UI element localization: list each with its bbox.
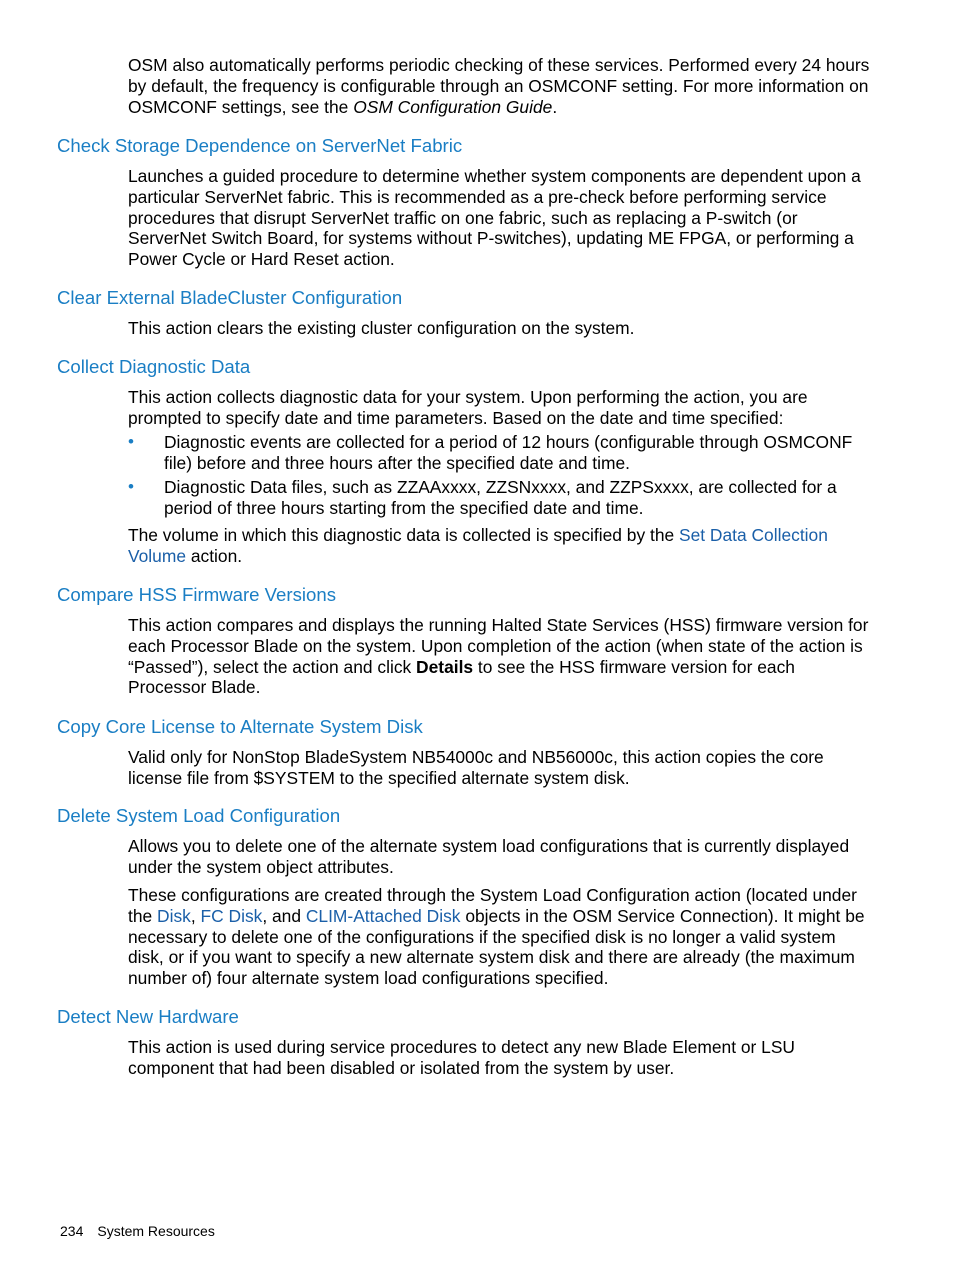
compare-hss-text: This action compares and displays the running Halted State Services (HSS) firmware version for each Processor Blade on the system. Upon completion of the action (when state of the action is “Passed”), select the action and click	[128, 615, 869, 677]
bullet-icon: •	[128, 432, 134, 451]
list-item	[128, 477, 870, 519]
delete-load-body-2	[128, 885, 870, 989]
heading-detect-hardware: Detect New Hardware	[57, 1006, 239, 1027]
clim-attached-disk-link[interactable]: CLIM-Attached Disk	[305, 905, 461, 926]
delete-load-body: Allows you to delete one of the alternate system load configurations that is currently displayed under the system object attributes.	[128, 836, 850, 877]
check-storage-body: Launches a guided procedure to determine whether system components are dependent upon a particular ServerNet fabric. This is recommended as a pre-check before performing service procedures that disrupt ServerNet traffic on one fabric, such as replacing a P-switch (or ServerNet Switch Board, for systems without P-switches), updating ME FPGA, or performing a Power Cycle or Hard Reset action.	[128, 166, 861, 270]
guide-title: OSM Configuration Guide	[353, 96, 553, 117]
copy-core-body: Valid only for NonStop BladeSystem NB54000c and NB56000c, this action copies the core license file from $SYSTEM to the specified alternate system disk.	[128, 747, 824, 788]
separator: , and	[262, 905, 306, 926]
separator: ,	[190, 905, 201, 926]
delete-load-text-end: objects in the OSM Service Connection). It might be necessary to delete one of the configurations if the specified disk is no longer a valid system disk, or if you want to specify a new alternate system disk and there are already (the maximum number of) four alternate system load configurations specified.	[128, 905, 865, 989]
volume-text: The volume in which this diagnostic data is collected is specified by the	[128, 525, 679, 545]
details-term: Details	[416, 656, 474, 677]
heading-check-storage: Check Storage Dependence on ServerNet Fabric	[57, 135, 463, 156]
collect-diagnostic-body: This action collects diagnostic data for your system. Upon performing the action, you are prompted to specify date and time parameters. Based on the date and time specified:	[128, 387, 808, 428]
page-footer	[60, 1222, 215, 1240]
detect-hardware-body: This action is used during service procedures to detect any new Blade Element or LSU component that had been disabled or isolated from the system by user.	[128, 1037, 795, 1078]
intro-text: OSM also automatically performs periodic checking of these services. Performed every 24 hours by default, the frequency is configurable through an OSMCONF setting. For more information on OSMCONF settings, see the	[128, 55, 870, 117]
compare-hss-body	[128, 615, 870, 698]
footer-section-title: System Resources	[97, 1223, 215, 1239]
page-number: 234	[60, 1223, 84, 1239]
heading-collect-diagnostic: Collect Diagnostic Data	[57, 356, 251, 377]
bullet-text: Diagnostic events are collected for a period of 12 hours (configurable through OSMCONF file) before and three hours after the specified date and time.	[164, 432, 853, 473]
clear-bladecluster-body: This action clears the existing cluster configuration on the system.	[128, 318, 635, 338]
heading-delete-load: Delete System Load Configuration	[57, 805, 341, 826]
heading-compare-hss: Compare HSS Firmware Versions	[57, 584, 336, 605]
intro-paragraph	[128, 55, 870, 117]
list-item	[128, 432, 870, 474]
delete-load-text: These configurations are created through the System Load Configuration action (located under the	[128, 885, 857, 926]
disk-link[interactable]: Disk	[157, 905, 191, 926]
collect-volume-paragraph	[128, 525, 870, 567]
volume-text-end: action.	[186, 545, 243, 566]
set-data-collection-volume-link[interactable]: Set Data Collection Volume	[128, 525, 828, 566]
fc-disk-link[interactable]: FC Disk	[200, 905, 263, 926]
bullet-icon: •	[128, 477, 134, 496]
intro-text-end: .	[552, 96, 558, 117]
heading-copy-core: Copy Core License to Alternate System Disk	[57, 716, 423, 737]
heading-clear-bladecluster: Clear External BladeCluster Configuration	[57, 287, 403, 308]
compare-hss-text-end: to see the HSS firmware version for each Processor Blade.	[128, 656, 795, 698]
bullet-text: Diagnostic Data files, such as ZZAAxxxx, ZZSNxxxx, and ZZPSxxxx, are collected for a period of three hours starting from the specified date and time.	[164, 477, 837, 518]
